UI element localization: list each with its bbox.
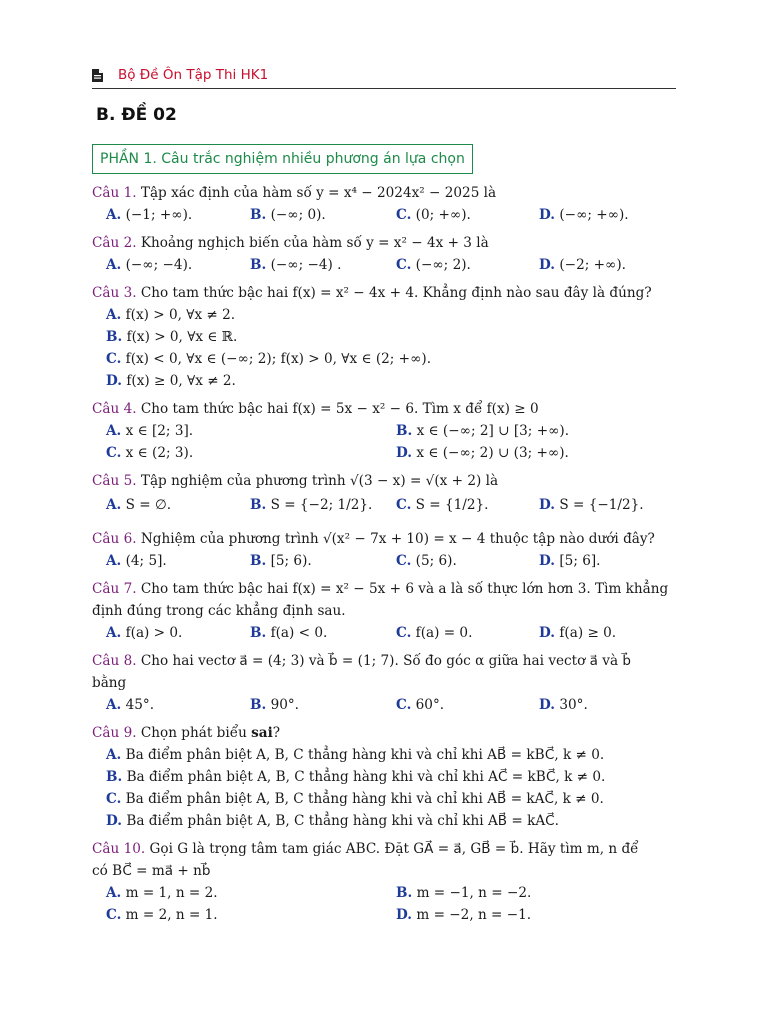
question-label: Câu 9. bbox=[92, 725, 137, 741]
option-d: D. S = {−1/2}. bbox=[539, 497, 644, 513]
option-c: C. m = 2, n = 1. bbox=[106, 907, 218, 923]
question-1 bbox=[92, 183, 682, 203]
question-label: Câu 7. bbox=[92, 581, 137, 597]
section-title: B. ĐỀ 02 bbox=[96, 105, 177, 125]
option-a: A. (−1; +∞). bbox=[106, 207, 193, 223]
question-text: Nghiệm của phương trình √(x² − 7x + 10) = x − 4 thuộc tập nào dưới đây? bbox=[140, 531, 655, 547]
question-text: Tập xác định của hàm số y = x⁴ − 2024x² − 2025 là bbox=[140, 185, 497, 201]
option-a: A. f(x) > 0, ∀x ≠ 2. bbox=[106, 307, 236, 323]
option-a: A. x ∈ [2; 3]. bbox=[106, 423, 194, 439]
question-label: Câu 5. bbox=[92, 473, 137, 489]
question-text: Chọn phát biểu bbox=[140, 725, 247, 741]
question-text: Khoảng nghịch biến của hàm số y = x² − 4x + 3 là bbox=[140, 235, 489, 251]
option-d: D. x ∈ (−∞; 2) ∪ (3; +∞). bbox=[396, 445, 569, 461]
option-d: D. [5; 6]. bbox=[539, 553, 601, 569]
option-a: A. (4; 5]. bbox=[106, 553, 167, 569]
question-text: Cho tam thức bậc hai f(x) = 5x − x² − 6. Tìm x để f(x) ≥ 0 bbox=[140, 401, 539, 417]
question-text: Gọi G là trọng tâm tam giác ABC. Đặt GA⃗ = a⃗, GB⃗ = b⃗. Hãy tìm m, n để bbox=[149, 841, 639, 857]
option-b: B. m = −1, n = −2. bbox=[396, 885, 532, 901]
option-c: C. f(x) < 0, ∀x ∈ (−∞; 2); f(x) > 0, ∀x ∈ (2; +∞). bbox=[106, 351, 432, 367]
option-a: A. S = ∅. bbox=[106, 497, 172, 513]
option-b: B. (−∞; −4) . bbox=[250, 257, 342, 273]
question-text: Cho tam thức bậc hai f(x) = x² − 4x + 4. Khẳng định nào sau đây là đúng? bbox=[140, 285, 652, 301]
option-b: B. f(x) > 0, ∀x ∈ ℝ. bbox=[106, 329, 238, 345]
option-c: C. (0; +∞). bbox=[396, 207, 471, 223]
option-d: D. (−∞; +∞). bbox=[539, 207, 629, 223]
question-emphasis: sai bbox=[251, 725, 273, 741]
option-c: C. f(a) = 0. bbox=[396, 625, 473, 641]
question-label: Câu 4. bbox=[92, 401, 137, 417]
option-a: A. m = 1, n = 2. bbox=[106, 885, 218, 901]
question-label: Câu 10. bbox=[92, 841, 146, 857]
option-c: C. Ba điểm phân biệt A, B, C thẳng hàng khi và chỉ khi AB⃗ = kAC⃗, k ≠ 0. bbox=[106, 791, 604, 807]
header-title: Bộ Đề Ôn Tập Thi HK1 bbox=[118, 67, 269, 83]
option-d: D. Ba điểm phân biệt A, B, C thẳng hàng khi và chỉ khi AB⃗ = kAC⃗. bbox=[106, 813, 559, 829]
part-title: PHẦN 1. Câu trắc nghiệm nhiều phương án lựa chọn bbox=[92, 144, 473, 174]
option-c: C. S = {1/2}. bbox=[396, 497, 489, 513]
question-10 bbox=[92, 839, 682, 859]
question-2 bbox=[92, 233, 682, 253]
option-a: A. 45°. bbox=[106, 697, 155, 713]
question-7-continued: định đúng trong các khẳng định sau. bbox=[92, 603, 346, 619]
option-b: B. f(a) < 0. bbox=[250, 625, 328, 641]
question-label: Câu 3. bbox=[92, 285, 137, 301]
question-6 bbox=[92, 529, 682, 549]
document-icon bbox=[92, 69, 103, 82]
option-b: B. 90°. bbox=[250, 697, 299, 713]
option-c: C. (5; 6). bbox=[396, 553, 457, 569]
option-c: C. (−∞; 2). bbox=[396, 257, 471, 273]
option-b: B. (−∞; 0). bbox=[250, 207, 326, 223]
option-d: D. (−2; +∞). bbox=[539, 257, 626, 273]
question-text: Cho tam thức bậc hai f(x) = x² − 5x + 6 và a là số thực lớn hơn 3. Tìm khẳng bbox=[140, 581, 669, 597]
question-label: Câu 8. bbox=[92, 653, 137, 669]
option-d: D. f(x) ≥ 0, ∀x ≠ 2. bbox=[106, 373, 236, 389]
question-8-continued: bằng bbox=[92, 675, 127, 691]
question-label: Câu 2. bbox=[92, 235, 137, 251]
question-9: Câu 9. Chọn phát biểu sai? bbox=[92, 725, 281, 741]
option-a: A. Ba điểm phân biệt A, B, C thẳng hàng khi và chỉ khi AB⃗ = kBC⃗, k ≠ 0. bbox=[106, 747, 605, 763]
question-10-continued: có BC⃗ = ma⃗ + nb⃗ bbox=[92, 863, 211, 879]
question-4 bbox=[92, 399, 682, 419]
option-d: D. m = −2, n = −1. bbox=[396, 907, 532, 923]
question-label: Câu 1. bbox=[92, 185, 137, 201]
option-b: B. Ba điểm phân biệt A, B, C thẳng hàng khi và chỉ khi AC⃗ = kBC⃗, k ≠ 0. bbox=[106, 769, 606, 785]
option-d: D. 30°. bbox=[539, 697, 588, 713]
question-8 bbox=[92, 651, 682, 671]
option-b: B. x ∈ (−∞; 2] ∪ [3; +∞). bbox=[396, 423, 570, 439]
question-label: Câu 6. bbox=[92, 531, 137, 547]
question-7 bbox=[92, 579, 682, 599]
question-text: Cho hai vectơ a⃗ = (4; 3) và b⃗ = (1; 7). Số đo góc α giữa hai vectơ a⃗ và b⃗ bbox=[140, 653, 632, 669]
question-text: Tập nghiệm của phương trình √(3 − x) = √(x + 2) là bbox=[140, 473, 499, 489]
option-b: B. S = {−2; 1/2}. bbox=[250, 497, 373, 513]
question-5 bbox=[92, 471, 682, 491]
question-3 bbox=[92, 283, 682, 303]
option-c: C. 60°. bbox=[396, 697, 445, 713]
option-c: C. x ∈ (2; 3). bbox=[106, 445, 194, 461]
option-a: A. (−∞; −4). bbox=[106, 257, 193, 273]
running-header bbox=[92, 66, 676, 89]
option-a: A. f(a) > 0. bbox=[106, 625, 183, 641]
option-d: D. f(a) ≥ 0. bbox=[539, 625, 617, 641]
option-b: B. [5; 6). bbox=[250, 553, 312, 569]
